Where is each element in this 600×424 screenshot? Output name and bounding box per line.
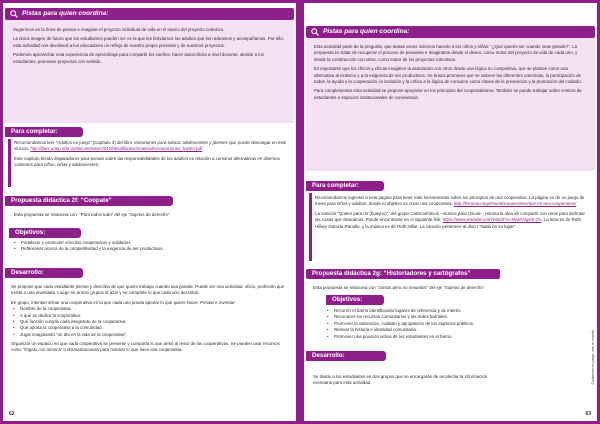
objetivo-item: • Relevar la historia e identidad comunitaria. — [325, 327, 589, 333]
pistas-header-right — [306, 26, 595, 38]
propuesta-tab-left: Propuesta didáctica 2f: “Coopate” — [5, 196, 173, 206]
objetivos-tab-right: Objetivos: — [326, 295, 384, 305]
side-running-text: Cuidamos en juego, con el mundo — [590, 330, 595, 385]
objetivo-item: • Reconocer los recursos comunitarios y las redes barriales. — [325, 314, 589, 320]
desarrollo-body-right: Se divide a los estudiantes en dos grupos que se encargarán de recolectar la información necesaria para esta actividad. — [313, 374, 488, 386]
para-completar-tab-left: Para completar: — [5, 127, 83, 137]
desarrollo-item: • Qué aporta la cooperativa a la comunidad. — [11, 325, 290, 331]
desarrollo-item: • Jugar imaginando “un día en la vida de la cooperativa”. — [11, 332, 290, 338]
song-link[interactable]: https://www.youtube.com/watch?v=5hWH2gGE-Fo — [442, 217, 542, 223]
reference-text: que puede descargar en este vínculo: — [14, 140, 287, 152]
para-completar-paragraph — [315, 195, 589, 208]
objetivo-item: • Recorrer el barrio identificando lugares de referencia y de interés. — [325, 308, 589, 314]
objetivos-tab-left: Objetivos: — [9, 228, 81, 238]
pistas-paragraph: Esta actividad parte de la pregunta, que tantas veces solemos hacerle a los niños y niñas: “¿Qué querés ser cuando seas grande?”. La propuesta es tratar de recuperar el proceso de pensarse e imaginarse desde el deseo, como motor del proyecto de vida de cada uno, y desde la construcción con otros, como motor de los proyectos colectivos. — [314, 44, 578, 62]
pistas-paragraph: Sugerimos en la línea de pensar e imaginar el proyecto individual de vida en el marco del proyecto colectivo. — [13, 27, 225, 32]
pistas-title-right: Pistas para quien coordina: — [323, 28, 410, 35]
desarrollo-item: • A qué se dedica la cooperativa. — [11, 313, 290, 319]
objetivo-item: • Reflexionar acerca de la competitividad y la exigencia de ser productivos. — [12, 246, 290, 252]
para-completar-body-left — [14, 140, 290, 169]
objetivos-list-right — [325, 308, 589, 340]
para-completar-paragraph — [315, 211, 589, 230]
reference-text: Recomendamos leer "Adultos en juego" (Capítulo 3) del libro — [14, 140, 133, 145]
para-completar-body-right — [315, 195, 589, 230]
page-number-right: 63 — [585, 410, 591, 417]
pistas-body-right — [314, 44, 589, 101]
objetivos-list-left — [12, 240, 290, 253]
pistas-title-left: Pistas para quien coordina: — [22, 10, 109, 17]
resource-link[interactable]: http://fpes.anep.edu.uy/documentos/2013/desafiliados/materiales/variaciones_kantor.pdf — [30, 146, 203, 152]
page-number-left: 62 — [9, 410, 15, 417]
propuesta-relation-right: Esta propuesta se relaciona con “Juntos pero no revueltos” del eje “Sujetos de derecho”. — [313, 285, 486, 290]
resource-link[interactable]: http://fecoma.coop/mundocooperativo/que-es-una-cooperativa/ — [453, 201, 577, 207]
desarrollo-body-left — [11, 284, 290, 354]
desarrollo-tab-left: Desarrollo: — [5, 268, 83, 278]
pistas-box-left — [5, 20, 294, 123]
reference-text: . La letra es de Ruth Hillary Daniela Ranallo, y la música es de Ruth Hillar. La canción pertenece al disco “Nada en su lugar”. — [315, 217, 581, 229]
desarrollo-paragraph: En grupo, intentan armar una cooperativa en la que cada uno pueda aportar lo que quiere hacer. Pensar e inventar: — [11, 299, 236, 305]
para-completar-paragraph — [14, 140, 290, 153]
book-title: Variaciones para educar adolescentes y jóvenes — [133, 140, 228, 145]
reference-text: La canción “Quiero para mí (huayno)”, del grupo Canticuénticos –música para chicos–, retoma la idea de compartir con otros para disfrutar las cosas que deseamos. Puede encontrarse en el siguiente link: — [315, 210, 585, 223]
para-completar-tab-right: Para completar: — [306, 181, 384, 191]
propuesta-tab-right: Propuesta didáctica 2g: “Historiadores y cartógrafos” — [306, 269, 500, 279]
reference-text: Recomendamos ingresar a esta página para tener más herramientas sobre los principios de una cooperativa. La página es de un juego de mesa para niños y adultos, donde el objetivo es crear una cooperativa. — [315, 195, 585, 207]
para-completar-paragraph: Este capítulo brinda disparadores para pensar sobre las responsabilidades de los adultos en relación a construir alternativas en diversos contextos para niños, niñas y adolescentes. — [14, 155, 280, 168]
pistas-paragraph: Es importante que los chicos y chicas imaginen la asociación con otros desde una lógica no competitiva, que se plantee como una alternativa al exitismo y a la exigencia de ser productivos. Se busca promover que se valoren las diferentes colectivas, la participación de todos, la ayuda y la cooperación, la inclusión y la crítica a la lógica de consumo como claves de la prevención y la promoción del cuidado. — [314, 66, 582, 84]
pistas-box-right — [306, 38, 595, 171]
desarrollo-item: • Nombre de la cooperativa. — [11, 306, 290, 312]
pistas-body-left — [13, 27, 288, 65]
pistas-paragraph: Podemos aprovechar esta experiencia de aprendizaje para compartir los sueños, hacer autocríticas a nivel docente, alentar a los estudiantes, promover proyectos con sentido. — [13, 52, 264, 64]
pistas-paragraph: Para complementar esta actividad se propone apoyarse en los principios del cooperativismo. También se puede trabajar sobre centros de estudiantes o espacios institucionales de convivencia. — [314, 88, 582, 100]
left-page — [3, 3, 296, 421]
pistas-header-left — [5, 8, 294, 20]
magnifier-icon — [311, 28, 319, 36]
desarrollo-item: • Qué función cumple cada integrante de la cooperativa. — [11, 319, 290, 325]
desarrollo-paragraph: Se propone que cada estudiante piense y describa de qué quiere trabajar cuando sea grande. Puede ser una actividad, oficio, profesión que exista o una inventada. Luego se arman grupos al azar y se comparte lo que cada uno describió. — [11, 284, 285, 296]
right-page — [304, 3, 597, 421]
section-marker — [309, 193, 312, 261]
pistas-paragraph: La única imagen de futuro que los estudiantes pueden ver es la que les brindamos los adultos que los rodeamos y acompañamos. Por ello, esta actividad nos devolverá a los educadores un reflejo de nuestro propio presente y de nuestros proyectos. — [13, 36, 284, 48]
objetivo-item: • Promover la valoración, cuidado y apropiación de los espacios públicos. — [325, 321, 589, 327]
objetivo-item: • Fortalecer y promover vínculos cooperativos y solidarios. — [12, 240, 290, 246]
desarrollo-paragraph: Organizar un espacio en que cada cooperativa se presente y comparta lo que armó al resto de las cooperativas. Se pueden usar recursos como “Dígalo con mímica” o dramatizaciones para mostrar lo que hace esa cooperativa. — [11, 341, 280, 353]
section-marker — [8, 139, 11, 187]
magnifier-icon — [10, 10, 18, 18]
objetivo-item: • Promover una posición activa de los estudiantes en el barrio. — [325, 334, 589, 340]
propuesta-relation-left: Esta propuesta se relaciona con: “Para todos todo” del eje “Sujetos de derecho”. — [14, 212, 171, 217]
desarrollo-tab-right: Desarrollo: — [306, 351, 386, 361]
